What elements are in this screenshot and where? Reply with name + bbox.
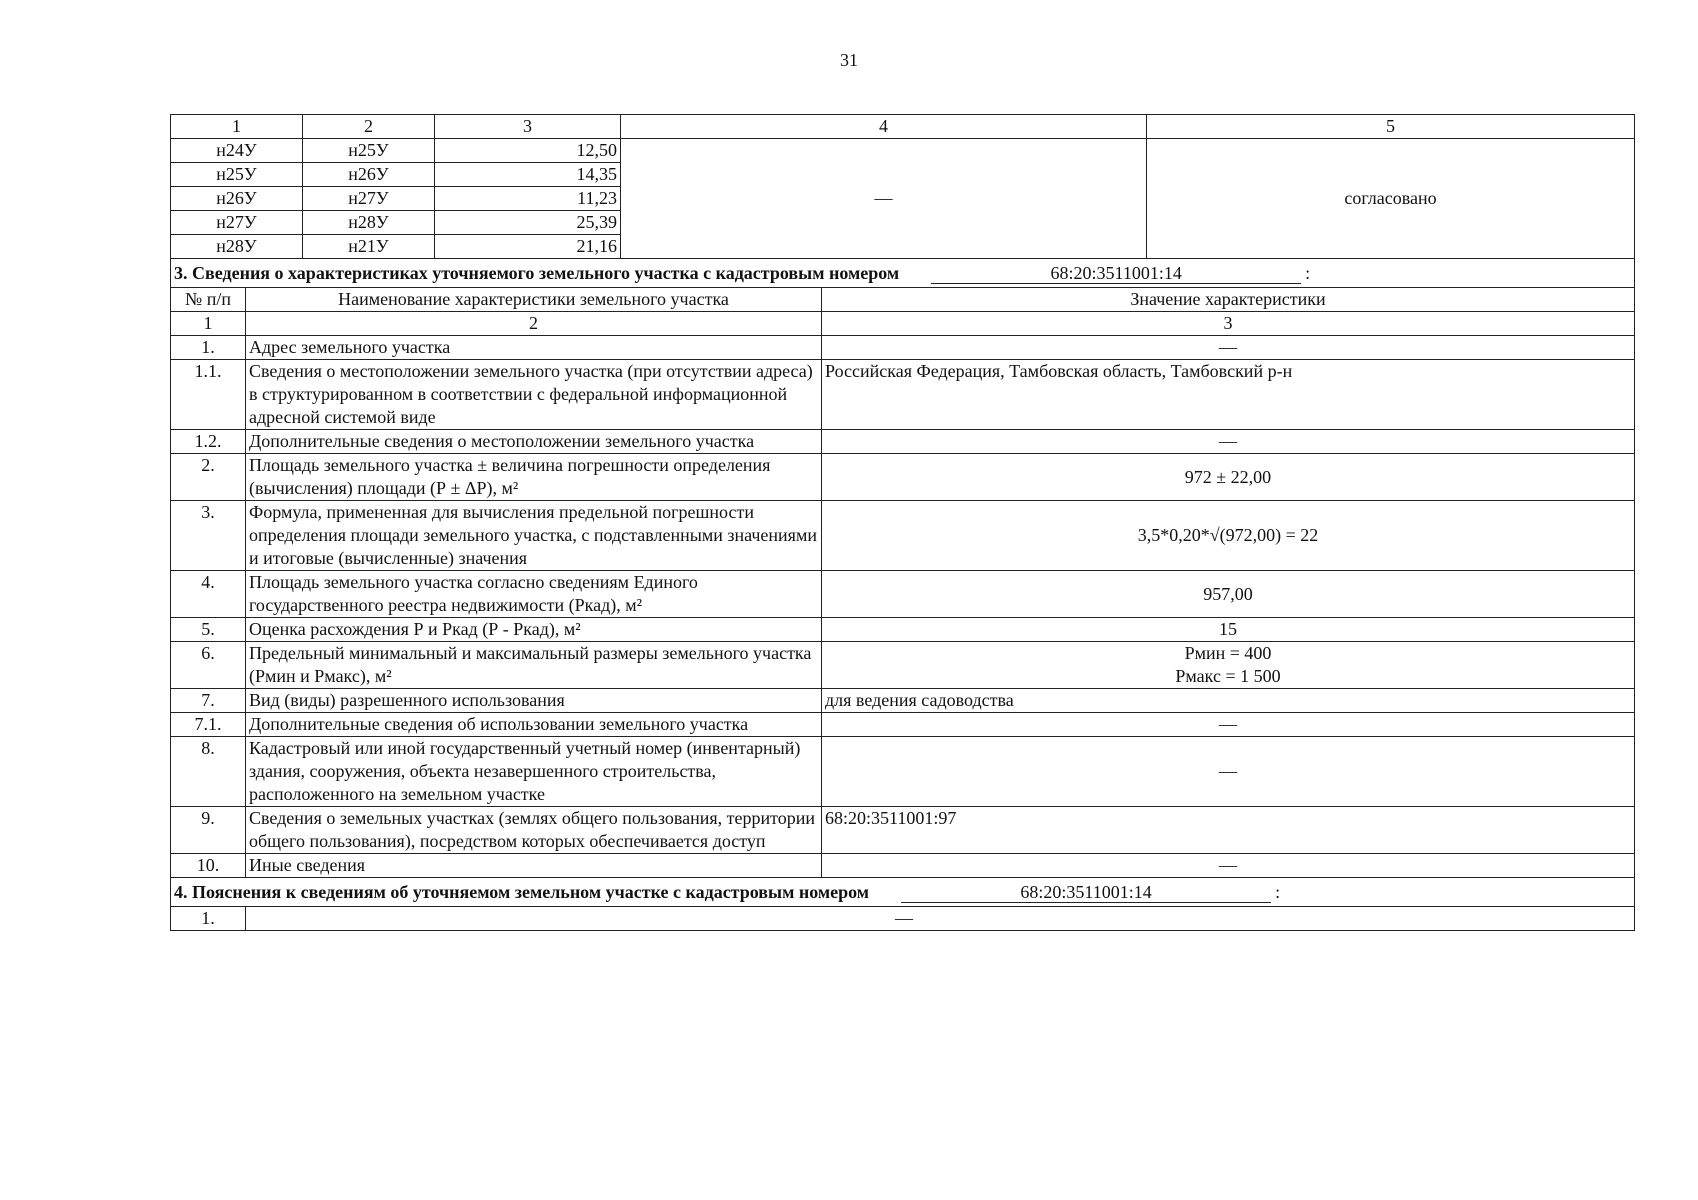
point-from: н28У (171, 235, 303, 259)
row-value: — (822, 430, 1635, 454)
row-number: 6. (171, 642, 246, 689)
row-number: 1.1. (171, 360, 246, 430)
row-number: 2. (171, 454, 246, 501)
table-row (171, 642, 1635, 689)
table-row (171, 737, 1635, 807)
point-to: н27У (303, 187, 435, 211)
row-name: Дополнительные сведения о местоположении земельного участка (246, 430, 822, 454)
section3-heading (171, 259, 1635, 288)
row-number: 5. (171, 618, 246, 642)
segments-table (170, 114, 1635, 259)
table-row (171, 501, 1635, 571)
row-value: 68:20:3511001:97 (822, 807, 1635, 854)
characteristics-header-row (171, 288, 1635, 312)
page-number: 31 (840, 50, 858, 70)
segment-length: 14,35 (435, 163, 621, 187)
table-row (171, 336, 1635, 360)
table-row (171, 907, 1635, 931)
row-value: Российская Федерация, Тамбовская область, Тамбовский р-н (822, 360, 1635, 430)
row-value-max: Рмакс = 1 500 (1175, 666, 1281, 686)
segments-col4-value: — (621, 139, 1147, 259)
row-name: Формула, примененная для вычисления предельной погрешности определения площади земельного участка, с подставленными значениями и итоговые (вычисленные) значения (246, 501, 822, 571)
row-number: 3. (171, 501, 246, 571)
point-to: н25У (303, 139, 435, 163)
row-name: Сведения о местоположении земельного участка (при отсутствии адреса) в структурированном в соответствии с федеральной информационной адресной системой виде (246, 360, 822, 430)
row-value: — (822, 737, 1635, 807)
row-value: 972 ± 22,00 (822, 454, 1635, 501)
row-name: Адрес земельного участка (246, 336, 822, 360)
table-row (171, 854, 1635, 878)
segments-header-cell: 5 (1147, 115, 1635, 139)
segments-header-cell: 3 (435, 115, 621, 139)
row-value: 957,00 (822, 571, 1635, 618)
row-name: Иные сведения (246, 854, 822, 878)
row-value: — (822, 713, 1635, 737)
row-value: для ведения садоводства (822, 689, 1635, 713)
segments-header-cell: 1 (171, 115, 303, 139)
segment-length: 12,50 (435, 139, 621, 163)
row-number: 1.2. (171, 430, 246, 454)
row-value: 3,5*0,20*√(972,00) = 22 (822, 501, 1635, 571)
point-to: н21У (303, 235, 435, 259)
section4-title: 4. Пояснения к сведениям об уточняемом земельном участке с кадастровым номером (174, 881, 870, 902)
document-sheet (170, 114, 1634, 931)
row-number: 8. (171, 737, 246, 807)
row-value: — (822, 854, 1635, 878)
row-name: Вид (виды) разрешенного использования (246, 689, 822, 713)
section3-heading-row (171, 259, 1635, 288)
row-value: — (246, 907, 1635, 931)
segments-header-cell: 4 (621, 115, 1147, 139)
point-from: н25У (171, 163, 303, 187)
table-row (171, 689, 1635, 713)
row-number: 7. (171, 689, 246, 713)
row-number: 10. (171, 854, 246, 878)
section3-colon: : (1305, 262, 1311, 283)
header-num: № п/п (171, 288, 246, 312)
table-row (171, 430, 1635, 454)
table-row (171, 139, 1635, 163)
row-name: Сведения о земельных участках (землях общего пользования, территории общего пользования), посредством которых обеспечивается доступ (246, 807, 822, 854)
header-value: Значение характеристики (822, 288, 1635, 312)
table-row (171, 618, 1635, 642)
section3-cadastral-number: 68:20:3511001:14 (931, 263, 1301, 284)
section4-cadastral-number: 68:20:3511001:14 (901, 882, 1271, 903)
row-number: 7.1. (171, 713, 246, 737)
header-number: 3 (822, 312, 1635, 336)
row-name: Предельный минимальный и максимальный размеры земельного участка (Рмин и Рмакс), м² (246, 642, 822, 689)
header-number: 2 (246, 312, 822, 336)
header-name: Наименование характеристики земельного участка (246, 288, 822, 312)
row-value: — (822, 336, 1635, 360)
section4-colon: : (1275, 881, 1281, 902)
row-value-pair (822, 642, 1635, 689)
row-value-min: Рмин = 400 (1184, 643, 1272, 663)
section4-heading-row (171, 878, 1635, 907)
row-value: 15 (822, 618, 1635, 642)
segment-length: 25,39 (435, 211, 621, 235)
table-row (171, 807, 1635, 854)
row-name: Площадь земельного участка согласно сведениям Единого государственного реестра недвижимости (Ркад), м² (246, 571, 822, 618)
row-number: 4. (171, 571, 246, 618)
table-row (171, 571, 1635, 618)
segments-col5-value: согласовано (1147, 139, 1635, 259)
point-to: н26У (303, 163, 435, 187)
row-name: Площадь земельного участка ± величина погрешности определения (вычисления) площади (Р ± ΔР), м² (246, 454, 822, 501)
segments-header-row (171, 115, 1635, 139)
row-number: 9. (171, 807, 246, 854)
section4-heading (171, 878, 1635, 907)
row-name: Оценка расхождения Р и Ркад (Р - Ркад), м² (246, 618, 822, 642)
table-row (171, 360, 1635, 430)
header-number: 1 (171, 312, 246, 336)
row-number: 1. (171, 336, 246, 360)
segment-length: 21,16 (435, 235, 621, 259)
table-row (171, 713, 1635, 737)
section3-title: 3. Сведения о характеристиках уточняемого земельного участка с кадастровым номером (174, 262, 900, 283)
row-name: Дополнительные сведения об использовании земельного участка (246, 713, 822, 737)
characteristics-header-numbers-row (171, 312, 1635, 336)
table-row (171, 454, 1635, 501)
row-name: Кадастровый или иной государственный учетный номер (инвентарный) здания, сооружения, объекта незавершенного строительства, расположенного на земельном участке (246, 737, 822, 807)
point-from: н26У (171, 187, 303, 211)
characteristics-table (170, 259, 1635, 931)
point-to: н28У (303, 211, 435, 235)
point-from: н27У (171, 211, 303, 235)
row-number: 1. (171, 907, 246, 931)
point-from: н24У (171, 139, 303, 163)
segments-header-cell: 2 (303, 115, 435, 139)
segment-length: 11,23 (435, 187, 621, 211)
